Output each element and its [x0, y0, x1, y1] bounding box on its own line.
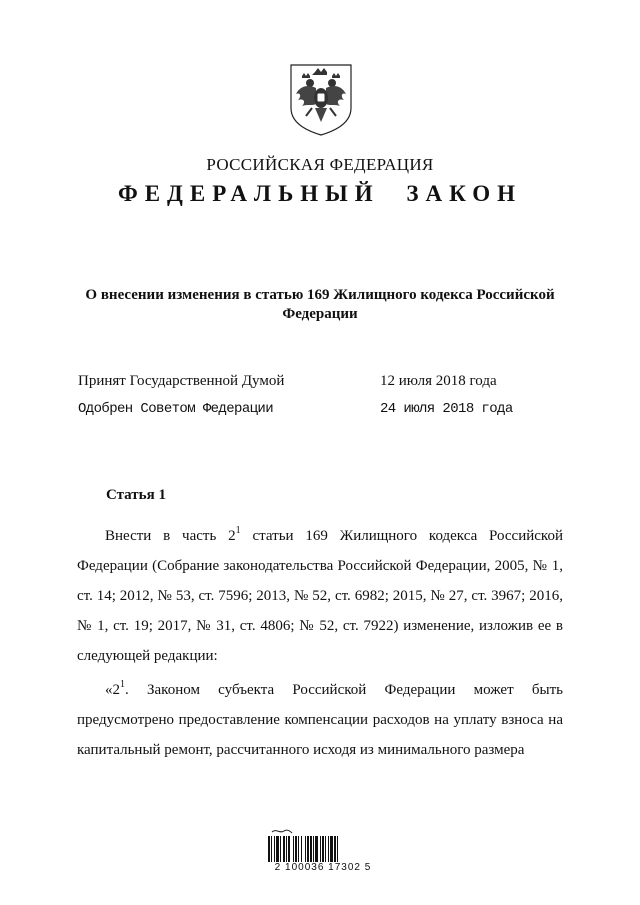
document-type-heading: ФЕДЕРАЛЬНЫЙ ЗАКОН — [117, 181, 523, 206]
paragraph-1-start: Внести в часть 2 — [105, 528, 236, 544]
law-title-line-1: О внесении изменения в статью 169 Жилищного кодекса Российской — [85, 287, 555, 303]
paragraph-2-start: «2 — [105, 682, 120, 698]
adopted-by-duma-label: Принят Государственной Думой — [78, 373, 285, 389]
country-heading: РОССИЙСКАЯ ФЕДЕРАЦИЯ — [206, 155, 434, 174]
signature-mark-icon — [272, 830, 292, 833]
approved-by-council-label: Одобрен Советом Федерации — [78, 401, 274, 417]
paragraph-2-rest: . Законом субъекта Российской Федерации может быть предусмотрено предоставление компенсации расходов на уплату взноса на капитальный ремонт, рассчитанного исходя из минимального размера — [77, 682, 563, 758]
superscript-1: 1 — [235, 525, 241, 536]
law-title-line-2: Федерации — [282, 306, 358, 322]
article-paragraph-1 — [77, 521, 563, 671]
adopted-date: 12 июля 2018 года — [380, 373, 497, 389]
barcode — [262, 826, 382, 886]
paragraph-1-rest: статьи 169 Жилищного кодекса Российской Федерации (Собрание законодательства Российской Федерации, 2005, № 1, ст. 14; 2012, № 53, ст. 7596; 2013, № 52, ст. 6982; 2015, № 27, ст. 3967; 2016, № 1, ст. 19; 2017, № 31, ст. 4806; № 52, ст. 7922) изменение, изложив ее в следующей редакции: — [77, 528, 563, 664]
law-title — [70, 286, 570, 324]
article-body — [77, 521, 563, 765]
article-paragraph-2 — [77, 675, 563, 765]
article-heading: Статья 1 — [106, 487, 166, 503]
approved-date: 24 июля 2018 года — [380, 401, 513, 417]
coat-of-arms-emblem-icon — [288, 62, 354, 138]
superscript-2: 1 — [120, 679, 125, 690]
barcode-number: 2 100036 17302 5 — [274, 862, 372, 873]
